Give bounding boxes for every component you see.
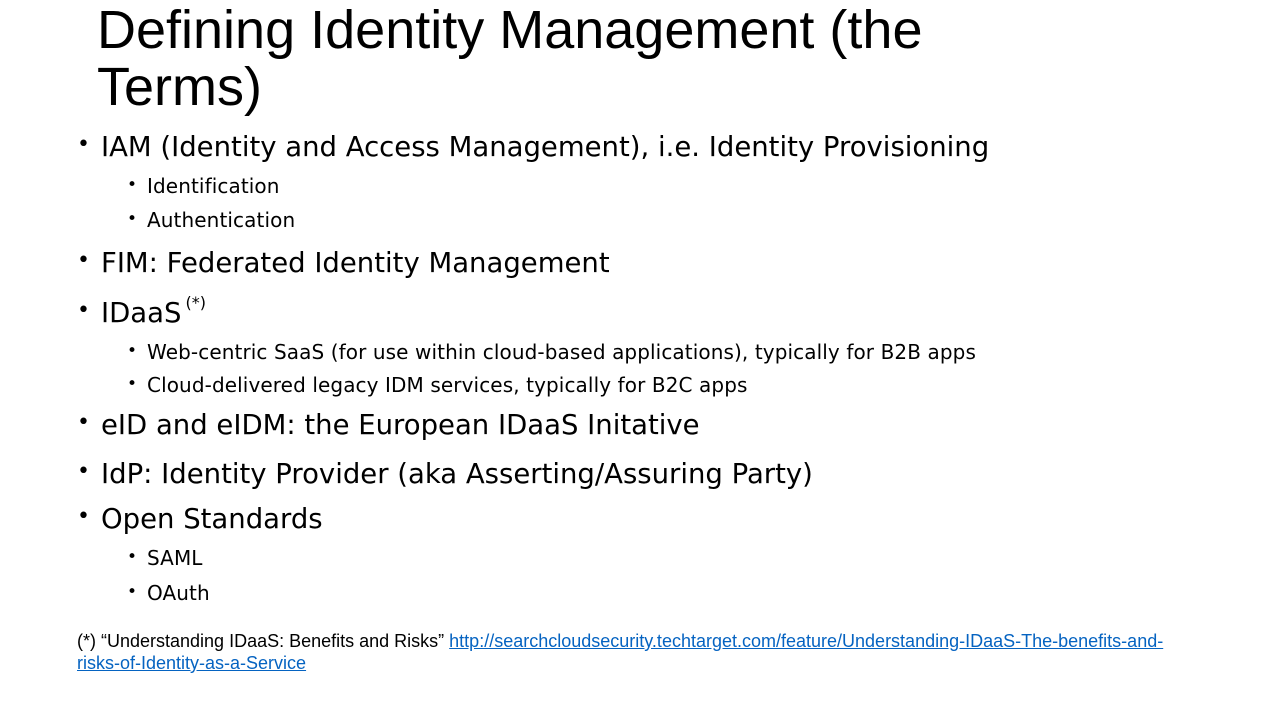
bullet-dot-icon: • <box>77 248 90 274</box>
idaas-label: IDaaS <box>101 297 182 329</box>
bullet-dot-icon: • <box>77 298 90 324</box>
bullet-dot-icon: • <box>127 373 138 394</box>
footnote <box>77 630 1177 674</box>
bullet-text: Authentication <box>147 208 296 232</box>
bullet-text: Open Standards <box>101 503 323 535</box>
slide-title-line2: Terms) <box>97 57 262 117</box>
footnote-link[interactable]: http://searchcloudsecurity.techtarget.com/feature/Understanding-IDaaS-The-benefits-and-risks-of-Identity-as-a-Service <box>77 631 1164 673</box>
bullet-dot-icon: • <box>77 504 90 530</box>
bullet-dot-icon: • <box>127 174 138 195</box>
bullet-text: OAuth <box>147 581 210 605</box>
bullet-dot-icon: • <box>77 132 90 158</box>
bullet-dot-icon: • <box>127 340 138 361</box>
bullet-text: Identification <box>147 174 280 198</box>
footnote-marker: (*) <box>185 293 206 312</box>
bullet-dot-icon: • <box>77 410 90 436</box>
slide-title <box>97 2 1197 116</box>
footnote-text: (*) “Understanding IDaaS: Benefits and Risks” <box>77 631 450 651</box>
bullet-dot-icon: • <box>127 546 138 567</box>
slide-title-line1: Defining Identity Management (the <box>97 0 923 60</box>
bullet-text: SAML <box>147 546 203 570</box>
bullet-text: IdP: Identity Provider (aka Asserting/Assuring Party) <box>101 458 813 490</box>
bullet-text <box>101 293 206 329</box>
bullet-text: IAM (Identity and Access Management), i.e. Identity Provisioning <box>101 131 990 163</box>
bullet-text: Web-centric SaaS (for use within cloud-based applications), typically for B2B apps <box>147 340 976 364</box>
bullet-dot-icon: • <box>127 208 138 229</box>
bullet-dot-icon: • <box>127 581 138 602</box>
bullet-text: eID and eIDM: the European IDaaS Initative <box>101 409 700 441</box>
bullet-dot-icon: • <box>77 459 90 485</box>
bullet-text: Cloud-delivered legacy IDM services, typically for B2C apps <box>147 373 748 397</box>
bullet-text: FIM: Federated Identity Management <box>101 247 610 279</box>
